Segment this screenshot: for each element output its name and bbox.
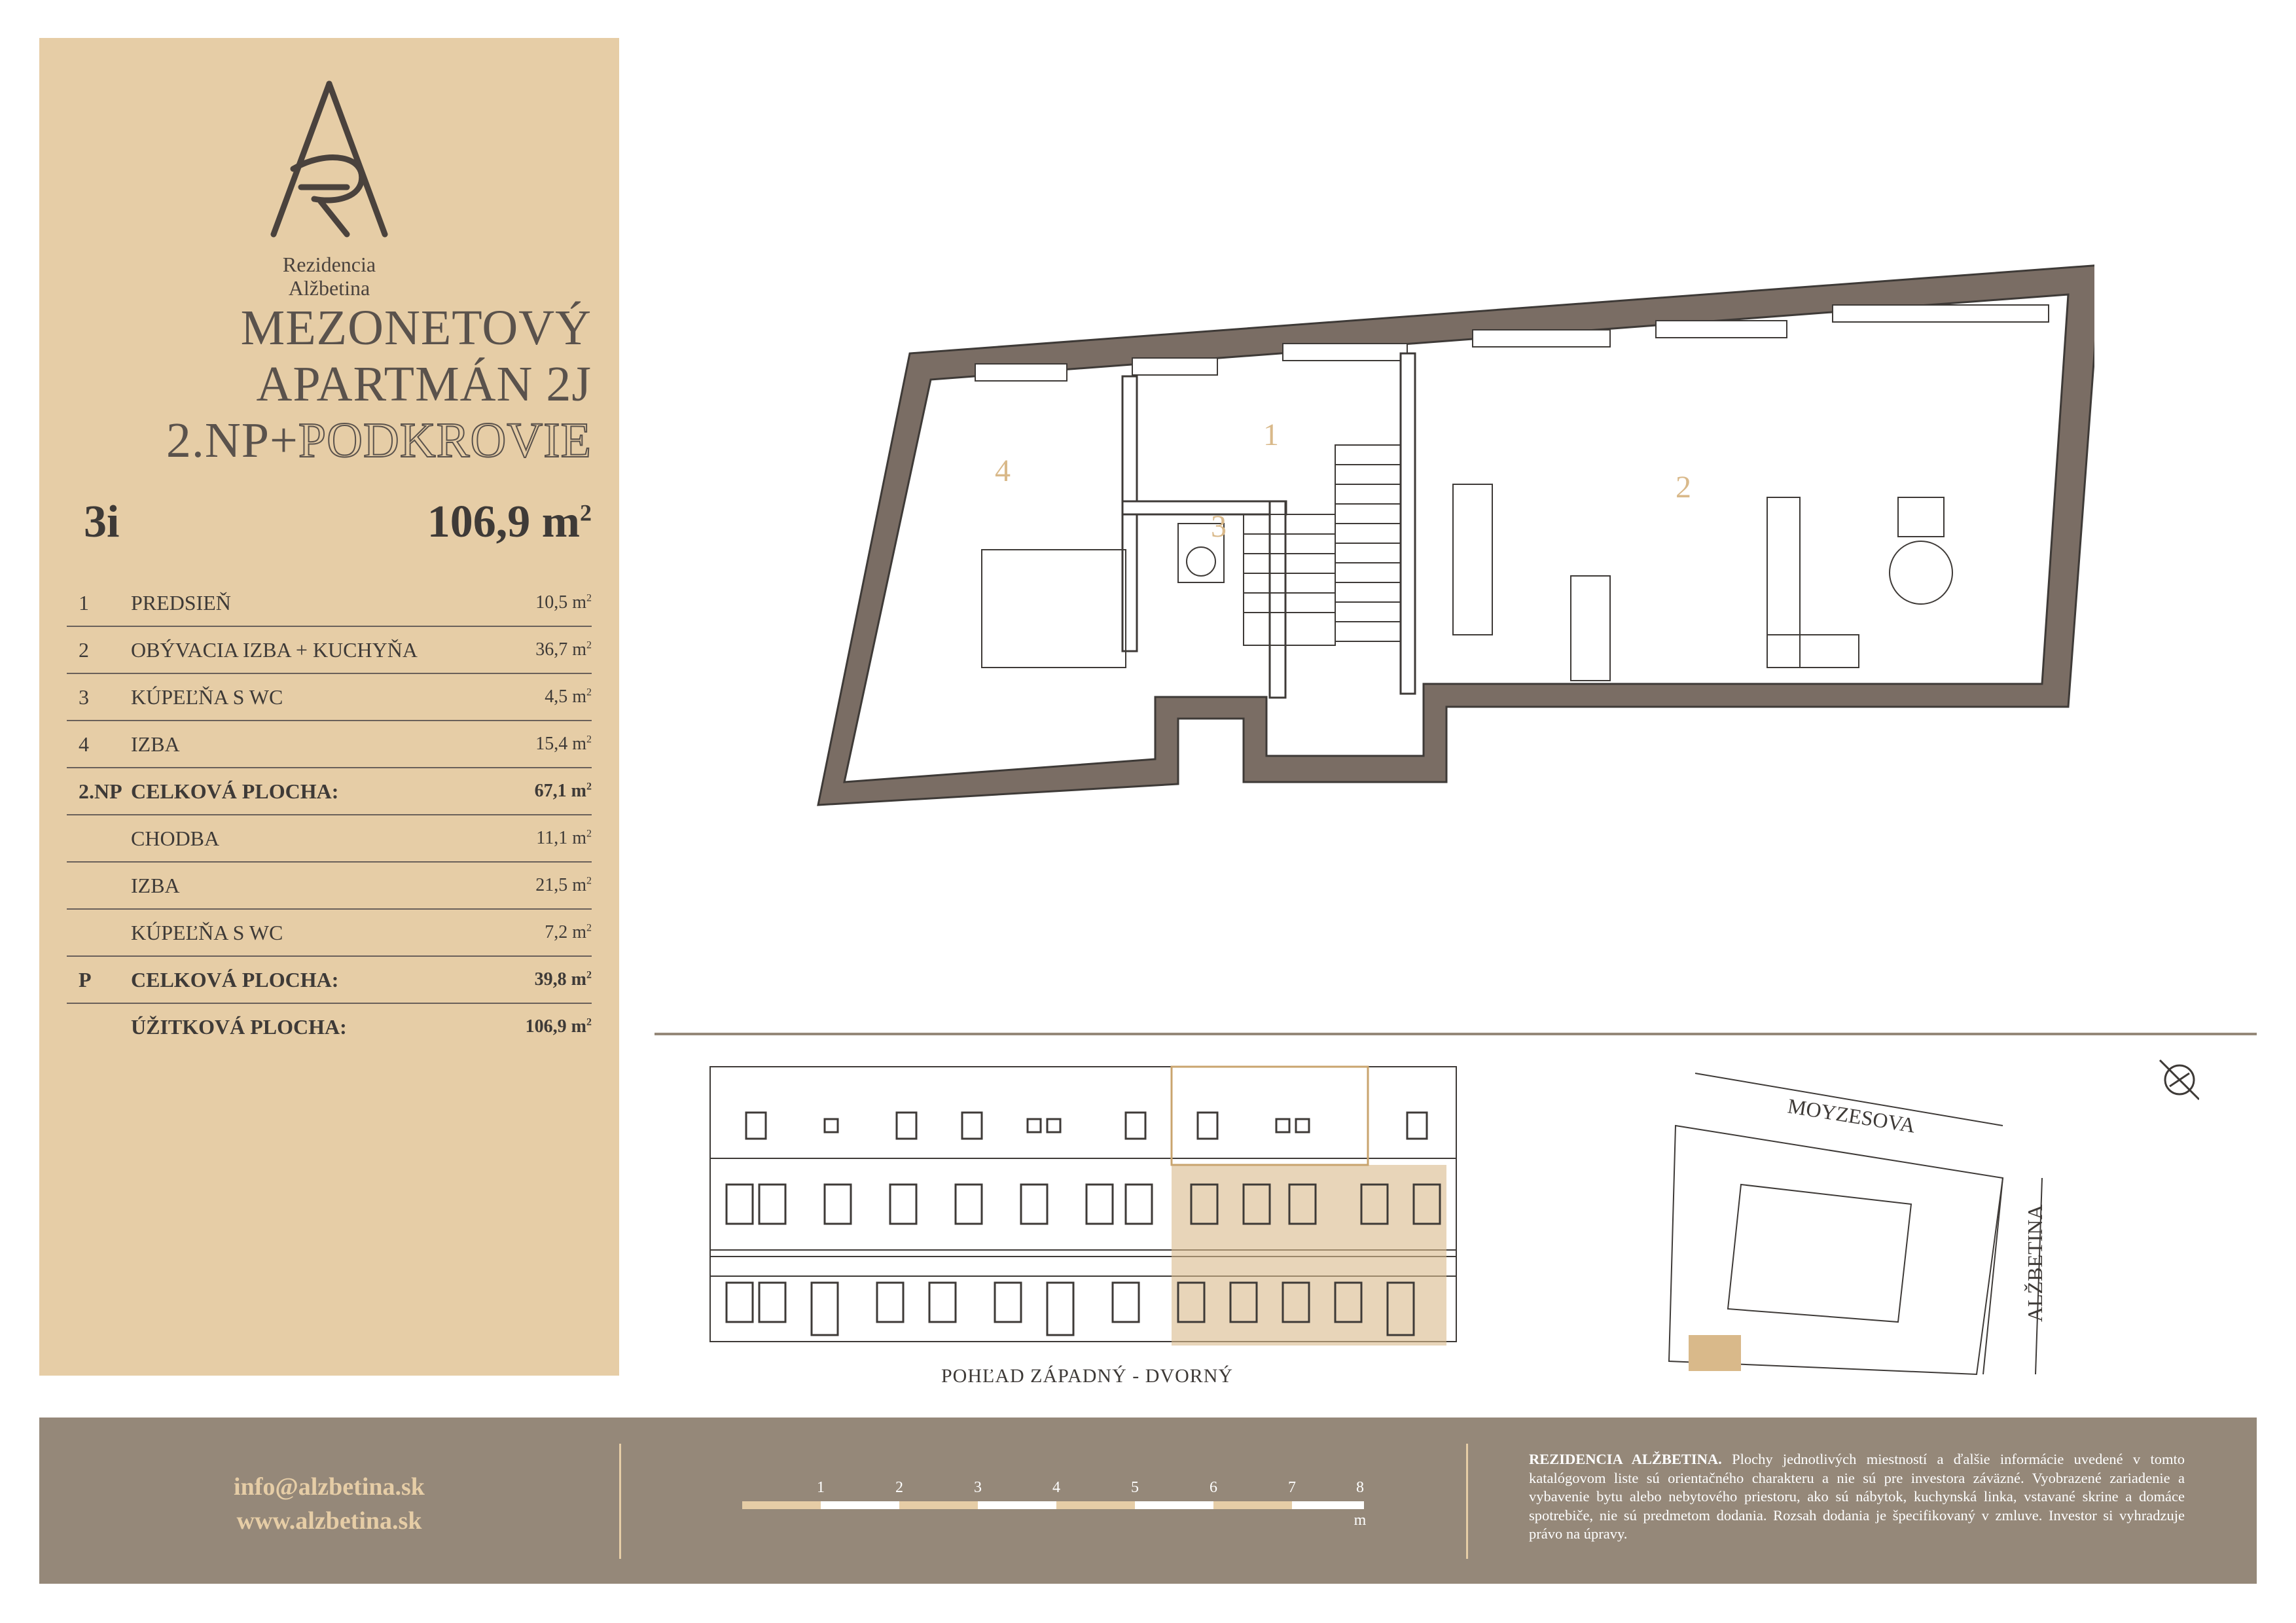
room-label-4: 4 — [995, 454, 1011, 488]
table-row — [67, 626, 592, 673]
scale-tick: 6 — [1210, 1479, 1217, 1496]
scale-tick: 7 — [1288, 1479, 1296, 1496]
room-area-sup: 2 — [586, 1016, 592, 1028]
room-area-sup: 2 — [586, 875, 592, 887]
room-name: ÚŽITKOVÁ PLOCHA: — [131, 1014, 347, 1039]
room-name: CELKOVÁ PLOCHA: — [131, 956, 461, 1003]
street-alzbetina: ALŽBETINA — [2023, 1204, 2047, 1322]
room-area-sup: 2 — [586, 592, 592, 604]
room-area-sup: 2 — [586, 639, 592, 651]
room-name: PREDSIEŇ — [131, 580, 461, 626]
contact-block — [39, 1470, 619, 1538]
disclaimer-lead: REZIDENCIA ALŽBETINA. — [1529, 1451, 1722, 1467]
scale-unit: m — [1354, 1512, 1367, 1529]
room-area-value: 36,7 m — [535, 639, 586, 660]
room-name: IZBA — [131, 721, 461, 768]
room-area — [461, 956, 592, 1003]
room-name: IZBA — [131, 862, 461, 909]
room-labels — [995, 418, 1691, 544]
room-name: KÚPEĽŇA S WC — [131, 909, 461, 956]
room-area — [461, 673, 592, 721]
table-row — [67, 673, 592, 721]
footer-bar — [39, 1418, 2257, 1584]
scale-tick: 3 — [974, 1479, 982, 1496]
room-code — [67, 815, 131, 862]
total-area-sup: 2 — [580, 499, 592, 526]
room-area-sup: 2 — [586, 828, 592, 840]
room-area-value: 106,9 m — [525, 1016, 586, 1037]
room-area-value: 39,8 m — [534, 969, 586, 990]
room-code: 2.NP — [67, 768, 131, 815]
room-code: 1 — [67, 580, 131, 626]
room-code: 2 — [67, 626, 131, 673]
total-area — [427, 496, 592, 548]
room-area-sup: 2 — [586, 781, 592, 793]
room-name: KÚPEĽŇA S WC — [131, 673, 461, 721]
room-area-value: 10,5 m — [535, 592, 586, 613]
room-area — [461, 815, 592, 862]
scale-tick: 2 — [895, 1479, 903, 1496]
logo-monogram-icon — [39, 77, 619, 247]
scale-tick: 5 — [1131, 1479, 1139, 1496]
room-name: OBÝVACIA IZBA + KUCHYŇA — [131, 626, 461, 673]
exterior-walls — [818, 265, 2094, 805]
room-code: 3 — [67, 673, 131, 721]
section-divider — [655, 1033, 2257, 1035]
north-arrow-icon — [2160, 1060, 2199, 1099]
brand-line1: Rezidencia — [282, 253, 376, 276]
room-area-sup: 2 — [586, 734, 592, 745]
room-area-value: 21,5 m — [535, 875, 586, 895]
elevation-drawing — [707, 1060, 1466, 1348]
title-attic: PODKROVIE — [298, 413, 592, 468]
room-code: 4 — [67, 721, 131, 768]
room-name: CELKOVÁ PLOCHA: — [131, 768, 461, 815]
room-area-value: 15,4 m — [535, 734, 586, 754]
interior-walls — [1122, 353, 1415, 698]
table-row — [67, 1003, 592, 1050]
room-area-sup: 2 — [586, 922, 592, 934]
info-panel — [39, 38, 619, 1376]
scale-tick: 8 — [1356, 1479, 1364, 1496]
scale-bar — [742, 1472, 1371, 1538]
table-row — [67, 815, 592, 862]
room-code: P — [67, 956, 131, 1003]
room-area — [461, 626, 592, 673]
table-row — [67, 721, 592, 768]
room-area — [461, 1003, 592, 1050]
room-label-1: 1 — [1263, 418, 1279, 452]
contact-email[interactable]: info@alzbetina.sk — [234, 1473, 425, 1501]
disclaimer — [1529, 1450, 2185, 1544]
room-area — [461, 768, 592, 815]
room-code — [67, 862, 131, 909]
title-line2: APARTMÁN 2J — [256, 357, 592, 412]
brand-line2: Alžbetina — [288, 276, 370, 300]
room-code — [67, 909, 131, 956]
disclaimer-body: Plochy jednotlivých miestností a ďalšie informácie uvedené v tomto katalógovom liste sú orientačného charakteru a nie sú pre investora záväzné. Vyobrazené zariadenie a vybavenie bytu alebo nebytového priestoru, ako sú nábytok, kuchynská linka, vstavané skrine a domáce spotrebiče, nie sú predmetom dodania. Rozsah dodania je špecifikovaný v zmluve. Investor si vyhradzuje právo na úpravy. — [1529, 1451, 2185, 1542]
table-row — [67, 909, 592, 956]
title-line1: MEZONETOVÝ — [240, 300, 592, 355]
site-plan — [1649, 1047, 2199, 1387]
total-area-value: 106,9 m — [427, 497, 580, 547]
room-name: CHODBA — [131, 815, 461, 862]
scale-tick: 4 — [1052, 1479, 1060, 1496]
table-row — [67, 580, 592, 626]
room-area-value: 67,1 m — [534, 781, 586, 801]
contact-web[interactable]: www.alzbetina.sk — [236, 1507, 422, 1535]
apartment-title — [166, 300, 592, 469]
footer-divider — [1466, 1444, 1468, 1559]
table-row — [67, 768, 592, 815]
table-row — [67, 956, 592, 1003]
room-area-value: 7,2 m — [545, 922, 586, 942]
rooms-count: 3i — [84, 497, 120, 547]
room-area — [461, 909, 592, 956]
room-label-2: 2 — [1676, 470, 1691, 505]
room-area-value: 4,5 m — [545, 687, 586, 707]
elevation-caption: POHĽAD ZÁPADNÝ - DVORNÝ — [941, 1365, 1234, 1387]
floor-plan — [785, 249, 2094, 825]
rooms-table — [67, 580, 592, 1050]
room-area — [461, 862, 592, 909]
room-area — [461, 580, 592, 626]
title-line3 — [166, 412, 592, 469]
table-row — [67, 862, 592, 909]
room-code — [67, 1003, 131, 1050]
room-area-sup: 2 — [586, 687, 592, 698]
room-label-3: 3 — [1211, 509, 1227, 544]
title-floor: 2.NP+ — [166, 413, 298, 468]
stairs — [1244, 445, 1401, 645]
site-apartment-highlight — [1689, 1335, 1741, 1371]
scale-tick: 1 — [817, 1479, 825, 1496]
room-area — [461, 721, 592, 768]
footer-divider — [619, 1444, 621, 1559]
room-area-value: 11,1 m — [536, 828, 586, 848]
room-area-sup: 2 — [586, 969, 592, 981]
street-moyzesova: MOYZESOVA — [1785, 1094, 1917, 1137]
